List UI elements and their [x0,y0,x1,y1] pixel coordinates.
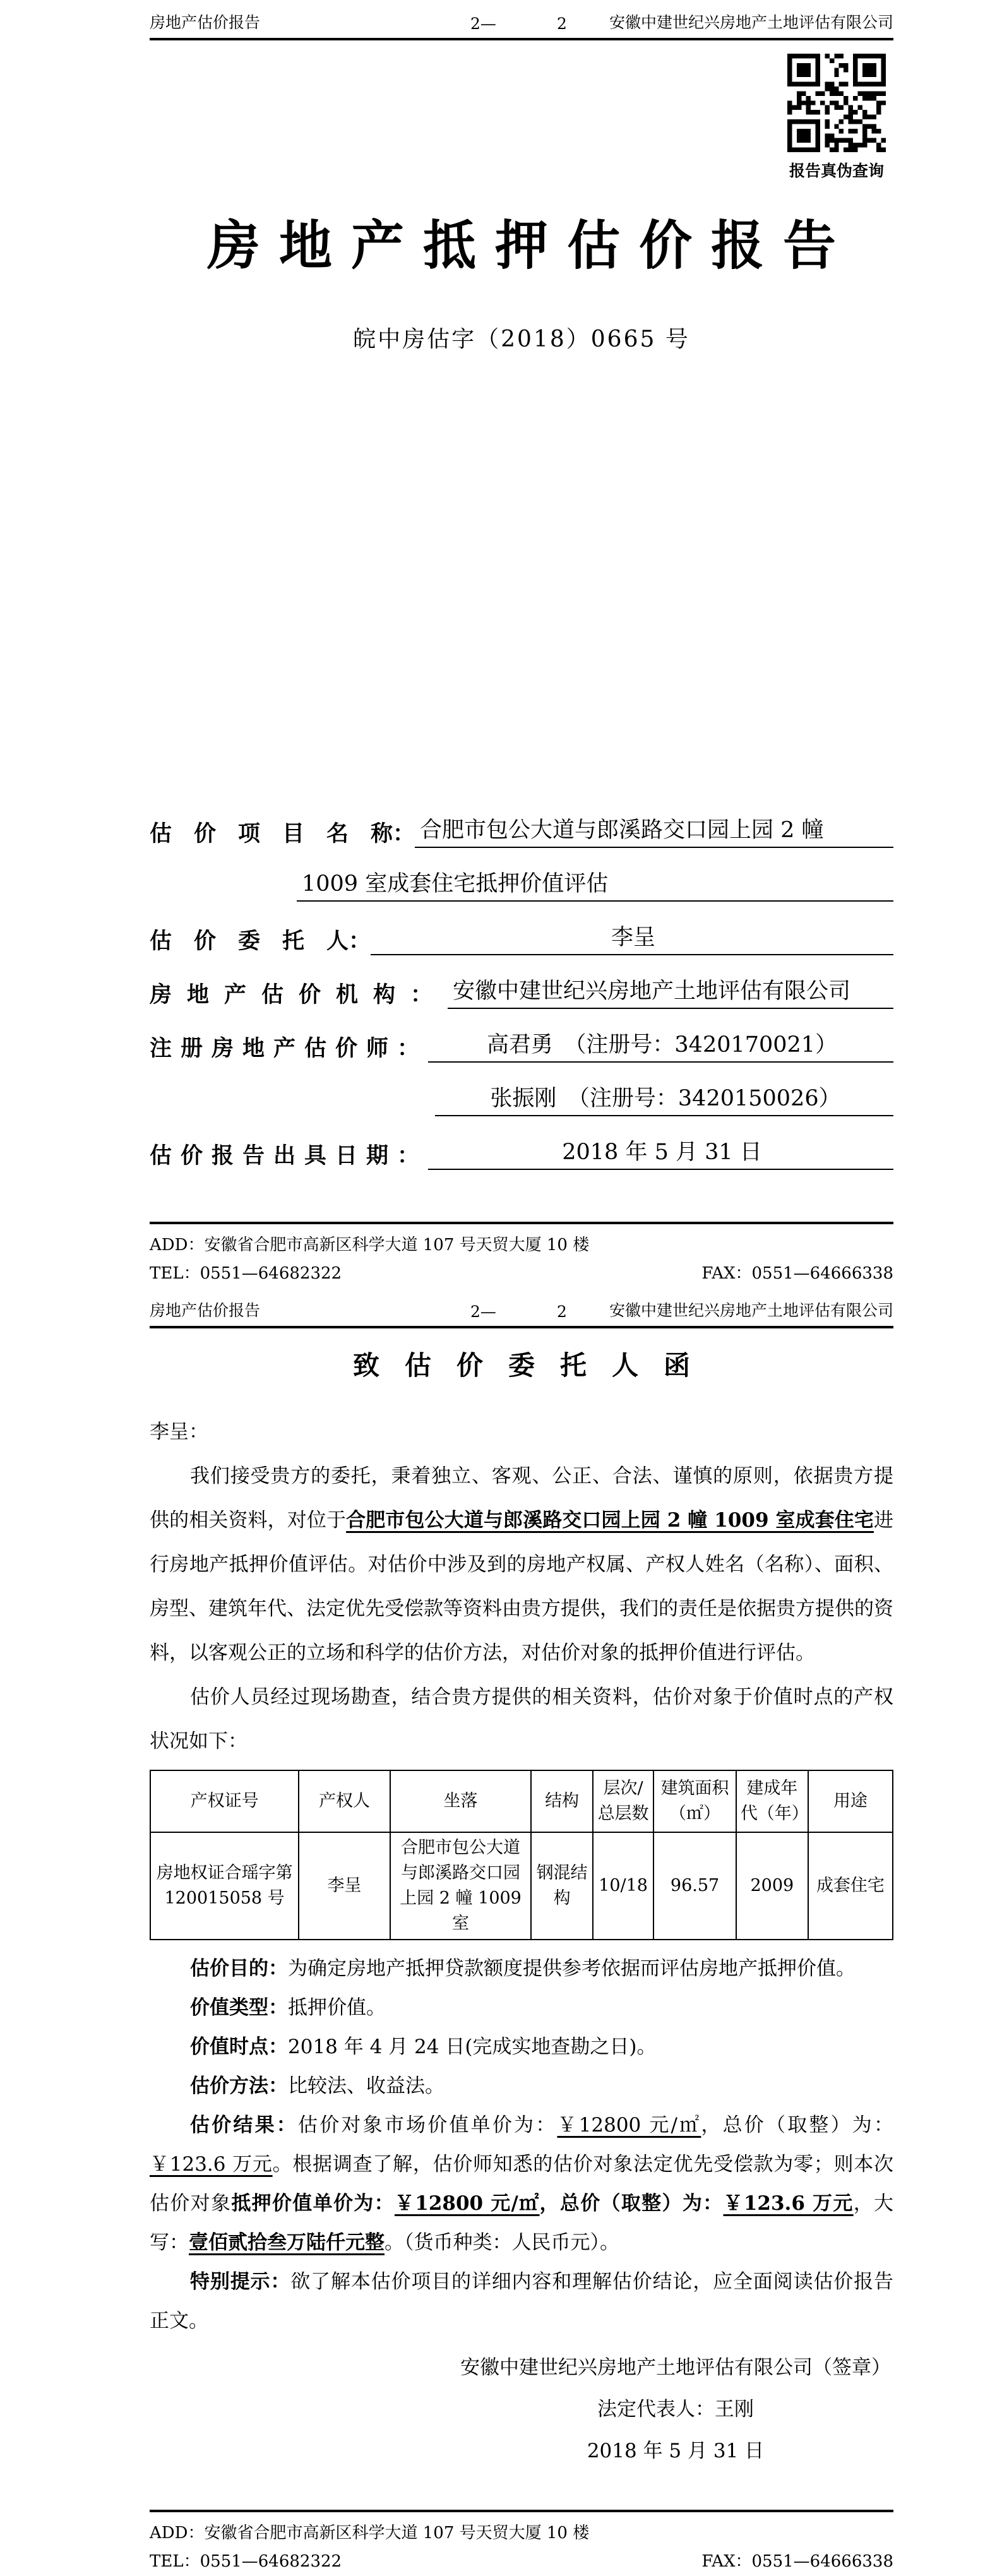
header-company: 安徽中建世纪兴房地产土地评估有限公司 [609,13,893,32]
field-label: 估价报告出具日期： [150,1143,429,1169]
col-floor: 层次/总层数 [593,1770,653,1832]
subject-property-text: 合肥市包公大道与郎溪路交口园上园 2 幢 1009 室成套住宅 [346,1509,874,1532]
table-row [150,1832,893,1940]
item-value-type [150,1988,893,2027]
item-label: 估价目的： [190,1957,288,1980]
footer-fax: FAX：0551—64666338 [701,2552,893,2571]
header-page-number-right: 2 [557,1303,567,1321]
market-total-price: ￥123.6 万元 [150,2153,273,2176]
paragraph-text: 进行房地产抵押价值评估。对估价中涉及到的房地产权属、产权人姓名（名称）、面积、房型、建筑年代、法定优先受偿款等资料由贵方提供，我们的责任是依据贵方提供的资料，以客观公正的立场和科学的估价方法，对估价对象的抵押价值进行评估。 [150,1509,893,1664]
col-cert-no: 产权证号 [150,1770,299,1832]
mortgage-total-price: ￥123.6 万元 [723,2192,854,2215]
signature-block [458,2347,893,2472]
field-value: 1009 室成套住宅抵押价值评估 [297,866,893,902]
field-value: 安徽中建世纪兴房地产土地评估有限公司 [448,974,893,1009]
result-text: ，总价（取整）为： [701,2114,894,2137]
field-label: 注册房地产估价师： [150,1035,429,1061]
item-value-date [150,2027,893,2066]
cell-floor: 10/18 [593,1832,653,1940]
qr-block [786,54,887,181]
letter-page [0,1288,1002,2576]
letter-paragraph-2 [150,1675,893,1763]
item-text: 抵押价值。 [288,1996,386,2019]
field-issue-date [150,1116,893,1170]
cell-location: 合肥市包公大道与郎溪路交口园上园 2 幢 1009 室 [390,1832,531,1940]
page-header [150,1288,893,1328]
cell-structure: 钢混结构 [531,1832,593,1940]
result-text: ，大写： [150,2192,894,2254]
header-doc-type: 房地产估价报告 [150,13,261,32]
footer-address: ADD：安徽省合肥市高新区科学大道 107 号天贸大厦 10 楼 [150,1236,590,1255]
field-appraiser-2 [150,1063,893,1116]
ownership-table [150,1770,893,1940]
col-owner: 产权人 [299,1770,390,1832]
field-agency [150,955,893,1009]
header-doc-type: 房地产估价报告 [150,1301,261,1320]
item-method [150,2066,893,2106]
qr-code [787,54,886,152]
table-header-row [150,1770,893,1832]
item-label: 特别提示： [190,2270,291,2293]
field-label: 房地产估价机构： [150,982,448,1008]
item-label: 估价结果： [190,2114,299,2137]
letter-paragraph-1 [150,1454,893,1675]
paragraph-text: 估价人员经过现场勘查，结合贵方提供的相关资料，估价对象于价值时点的产权状况如下： [150,1686,893,1753]
page-footer [150,2510,893,2572]
item-text: 比较法、收益法。 [288,2075,444,2097]
result-text: 。（货币种类：人民币元）。 [385,2231,619,2254]
signature-date: 2018 年 5 月 31 日 [587,2440,765,2462]
summary-items [150,1949,893,2340]
field-appraiser-1 [150,1009,893,1063]
footer-address: ADD：安徽省合肥市高新区科学大道 107 号天贸大厦 10 楼 [150,2524,590,2543]
item-notice [150,2262,893,2340]
letter-title: 致估价委托人函 [352,1350,715,1381]
header-page-number-left: 2— [470,15,496,33]
field-value: 张振刚 （注册号：3420150026） [435,1081,893,1116]
result-text: 。根据调查了解，估价师知悉的估价对象法定优先受偿款为零；则本次估价对象 [150,2153,893,2215]
report-number: 皖中房估字（2018）0665 号 [353,326,690,352]
signature-representative: 法定代表人：王刚 [597,2398,754,2421]
page-footer [150,1222,893,1284]
field-project-name [150,794,893,848]
footer-tel: TEL：0551—64682322 [150,1264,342,1283]
report-title: 房地产抵押估价报告 [206,214,855,277]
paragraph-text: 我们接受贵方的委托，秉着独立、客观、公正、合法、谨慎的原则，依据贵方提供的相关资料，对位于 [150,1465,893,1532]
mortgage-unit-price: ￥12800 元/㎡ [394,2192,540,2215]
market-unit-price: ￥12800 元/㎡ [557,2114,701,2137]
header-page-number-left: 2— [470,1303,496,1321]
col-structure: 结构 [531,1770,593,1832]
cell-use: 成套住宅 [808,1832,893,1940]
qr-caption: 报告真伪查询 [789,162,884,180]
field-value: 合肥市包公大道与郎溪路交口园上园 2 幢 [415,813,893,848]
cell-year: 2009 [736,1832,808,1940]
result-text: ，总价（取整）为： [539,2192,724,2215]
item-purpose [150,1949,893,1988]
letter-salutation: 李呈： [150,1421,208,1443]
item-text: 为确定房地产抵押贷款额度提供参考依据而评估房地产抵押价值。 [288,1957,856,1980]
header-page-number-right: 2 [557,15,567,33]
cell-owner: 李呈 [299,1832,390,1940]
field-value: 2018 年 5 月 31 日 [428,1135,893,1170]
amount-in-words: 壹佰贰拾叁万陆仟元整 [189,2231,385,2254]
col-area: 建筑面积（㎡） [653,1770,736,1832]
signature-company: 安徽中建世纪兴房地产土地评估有限公司（签章） [460,2356,891,2379]
col-use: 用途 [808,1770,893,1832]
cover-fields [150,794,893,1170]
item-label: 价值时点： [190,2036,288,2058]
cell-area: 96.57 [653,1832,736,1940]
cell-cert-no: 房地权证合瑶字第 120015058 号 [150,1832,299,1940]
page-header [150,0,893,40]
item-text: 欲了解本估价项目的详细内容和理解估价结论，应全面阅读估价报告正文。 [150,2270,893,2332]
item-text: 2018 年 4 月 24 日(完成实地查勘之日)。 [288,2036,657,2058]
col-year: 建成年代（年） [736,1770,808,1832]
field-value: 李呈 [371,920,893,955]
item-result [150,2106,893,2262]
result-text: 抵押价值单价为： [231,2192,395,2215]
item-label: 价值类型： [190,1996,288,2019]
field-project-name-line2 [150,848,893,902]
header-company: 安徽中建世纪兴房地产土地评估有限公司 [609,1301,893,1320]
item-label: 估价方法： [190,2075,288,2097]
footer-tel: TEL：0551—64682322 [150,2552,342,2571]
footer-fax: FAX：0551—64666338 [701,1264,893,1283]
col-location: 坐落 [390,1770,531,1832]
field-value: 高君勇 （注册号：3420170021） [428,1027,893,1063]
field-label: 估 价 项 目 名 称： [150,821,415,847]
field-client [150,902,893,955]
field-label: 估 价 委 托 人： [150,928,371,954]
result-text: 估价对象市场价值单价为： [298,2114,558,2137]
